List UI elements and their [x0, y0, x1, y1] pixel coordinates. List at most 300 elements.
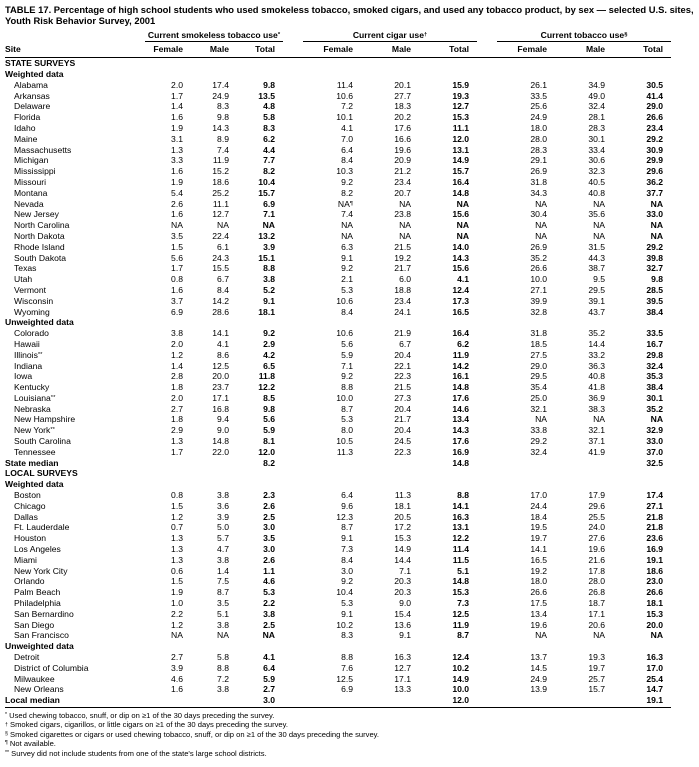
value-cell: 11.3 — [394, 490, 412, 501]
footnote-text: Smoked cigarettes or cigars or used chewing tobacco, snuff, or dip on ≥1 of the 30 days preceding the survey. — [10, 729, 380, 739]
value-cell: 9.1 — [341, 608, 354, 619]
value-cell: 23.4 — [394, 176, 412, 187]
gap-cell — [283, 695, 303, 706]
value-cell: 6.7 — [399, 338, 412, 349]
value-cell: 8.2 — [263, 457, 276, 468]
value-cell: 40.8 — [588, 187, 606, 198]
value-cell: 21.7 — [394, 263, 412, 274]
value-cell: 17.0 — [646, 662, 664, 673]
value-cell: 21.2 — [394, 166, 412, 177]
site-cell: Chicago — [14, 500, 46, 511]
value-cell: 16.9 — [452, 446, 470, 457]
gap-cell — [477, 630, 497, 641]
value-cell: 2.0 — [171, 338, 183, 349]
value-cell: 14.1 — [212, 328, 229, 339]
value-cell: 18.0 — [530, 122, 548, 133]
site-cell: Hawaii — [14, 338, 40, 349]
value-cell: 29.0 — [530, 360, 548, 371]
site-cell: Orlando — [14, 576, 45, 587]
value-cell: 36.3 — [588, 360, 606, 371]
value-cell: 19.2 — [394, 252, 412, 263]
value-cell: NA — [341, 230, 354, 241]
table-row — [5, 253, 671, 264]
value-cell: NA — [171, 630, 183, 641]
value-cell: 1.9 — [171, 176, 183, 187]
gap-cell — [477, 436, 497, 447]
value-cell: 8.3 — [341, 630, 354, 641]
value-cell: 32.4 — [530, 446, 548, 457]
value-cell — [555, 695, 613, 706]
site-cell: Massachusetts — [14, 144, 72, 155]
value-cell: 33.0 — [646, 209, 664, 220]
value-cell: NA — [399, 230, 412, 241]
value-cell: 9.8 — [217, 112, 229, 123]
value-cell: 5.9 — [263, 425, 276, 436]
value-cell: 1.3 — [171, 144, 183, 155]
gap-cell — [477, 425, 497, 436]
value-cell: 8.4 — [341, 155, 354, 166]
subsection-row — [5, 317, 671, 328]
gap-cell — [477, 253, 497, 264]
value-cell: 17.6 — [394, 122, 412, 133]
value-cell: 39.9 — [530, 295, 548, 306]
value-cell: 24.5 — [394, 436, 412, 447]
value-cell: 25.6 — [530, 101, 548, 112]
table-row — [5, 231, 671, 242]
value-cell: 5.7 — [217, 533, 229, 544]
gap-cell — [477, 296, 497, 307]
value-cell: 17.0 — [530, 490, 548, 501]
value-cell: 14.3 — [452, 252, 470, 263]
value-cell: NA — [217, 630, 229, 641]
value-cell: 13.1 — [452, 144, 470, 155]
value-cell: 33.4 — [588, 144, 606, 155]
site-cell: Dallas — [14, 511, 38, 522]
value-cell: 27.6 — [588, 533, 606, 544]
value-cell: 1.3 — [171, 554, 183, 565]
value-cell: 19.7 — [530, 533, 548, 544]
value-cell: 6.9 — [263, 198, 276, 209]
value-cell: 15.6 — [452, 263, 470, 274]
value-cell: 3.7 — [171, 295, 183, 306]
value-cell: 27.5 — [530, 349, 548, 360]
site-cell: Louisiana** — [14, 392, 56, 403]
gap-cell — [283, 566, 303, 577]
value-cell: 25.4 — [646, 673, 664, 684]
gap-cell — [477, 393, 497, 404]
value-cell: NA — [456, 230, 470, 241]
value-cell: 14.5 — [530, 662, 548, 673]
gap-cell — [283, 393, 303, 404]
footnote — [5, 711, 695, 720]
table-row — [5, 274, 671, 285]
value-cell: 16.6 — [394, 133, 412, 144]
table-row — [5, 674, 671, 685]
value-cell: 5.9 — [263, 673, 276, 684]
value-cell: 28.0 — [588, 576, 606, 587]
gap-cell — [477, 263, 497, 274]
value-cell: 49.0 — [588, 90, 606, 101]
footnote-text: Smoked cigars, cigarillos, or little cigars on ≥1 of the 30 days preceding the survey. — [10, 720, 288, 730]
value-cell: 27.1 — [646, 500, 664, 511]
value-cell: 22.0 — [212, 446, 229, 457]
value-cell: 35.2 — [530, 252, 548, 263]
value-cell: 17.9 — [588, 490, 606, 501]
value-cell: 30.9 — [646, 144, 664, 155]
value-cell: 15.5 — [212, 263, 229, 274]
gap-cell — [477, 652, 497, 663]
value-cell: 18.6 — [212, 176, 229, 187]
value-cell: 3.1 — [171, 133, 183, 144]
value-cell: 35.4 — [530, 382, 548, 393]
gap-cell — [283, 522, 303, 533]
gap-cell — [477, 188, 497, 199]
value-cell — [145, 458, 191, 469]
gap-cell — [283, 307, 303, 318]
table-row — [5, 630, 671, 641]
gap-cell — [283, 134, 303, 145]
table-row — [5, 112, 671, 123]
site-cell: Wisconsin — [14, 295, 54, 306]
value-cell: 14.1 — [452, 500, 470, 511]
value-cell: 8.8 — [341, 382, 354, 393]
gap-cell — [477, 587, 497, 598]
gap-cell — [477, 609, 497, 620]
value-cell: 21.9 — [394, 328, 412, 339]
gap-cell — [477, 231, 497, 242]
site-cell: San Francisco — [14, 630, 69, 641]
gap-cell — [477, 285, 497, 296]
gap-cell — [283, 609, 303, 620]
gap-cell — [283, 404, 303, 415]
gap-cell — [283, 490, 303, 501]
value-cell — [361, 458, 419, 469]
value-cell: 16.3 — [394, 652, 412, 663]
value-cell: 25.0 — [530, 392, 548, 403]
value-cell: 30.6 — [588, 155, 606, 166]
value-cell: 23.4 — [394, 295, 412, 306]
value-cell: 15.3 — [646, 608, 664, 619]
gap-cell — [477, 404, 497, 415]
value-cell: 12.5 — [336, 673, 354, 684]
column-header-male: Male — [191, 42, 237, 58]
value-cell: 18.1 — [394, 500, 412, 511]
value-cell: 26.6 — [530, 587, 548, 598]
value-cell: 12.5 — [212, 360, 229, 371]
value-cell: 6.5 — [263, 360, 276, 371]
value-cell: 12.7 — [452, 101, 470, 112]
value-cell: 32.3 — [588, 166, 606, 177]
value-cell: 38.7 — [588, 263, 606, 274]
gap-cell — [477, 145, 497, 156]
value-cell: 9.0 — [399, 598, 412, 609]
value-cell: 17.2 — [394, 522, 412, 533]
footnote-text: Survey did not include students from one of the state's large school districts. — [11, 748, 267, 758]
value-cell: 9.1 — [341, 252, 354, 263]
value-cell: 14.6 — [452, 403, 470, 414]
site-cell: Arkansas — [14, 90, 50, 101]
value-cell: 3.3 — [171, 155, 183, 166]
subsection-row — [5, 479, 671, 490]
value-cell: 8.3 — [217, 101, 229, 112]
column-header-total: Total — [419, 42, 477, 58]
value-cell: 8.2 — [341, 187, 354, 198]
value-cell: 13.4 — [452, 414, 470, 425]
value-cell: 14.3 — [452, 425, 470, 436]
value-cell: 14.0 — [452, 241, 470, 252]
table-row — [5, 350, 671, 361]
value-cell: 14.8 — [452, 576, 470, 587]
value-cell: 12.2 — [452, 533, 470, 544]
value-cell: 1.6 — [171, 684, 183, 695]
value-cell: 2.6 — [263, 554, 276, 565]
value-cell: 10.0 — [452, 684, 470, 695]
value-cell: 9.4 — [217, 414, 229, 425]
gap-cell — [283, 263, 303, 274]
column-header-male: Male — [555, 42, 613, 58]
value-cell: 8.4 — [341, 306, 354, 317]
table-row — [5, 123, 671, 134]
gap-cell — [283, 242, 303, 253]
value-cell: 0.7 — [171, 522, 183, 533]
value-cell: 4.8 — [263, 101, 276, 112]
footnote-text: Used chewing tobacco, snuff, or dip on ≥1 of the 30 days preceding the survey. — [9, 711, 275, 720]
value-cell: 34.3 — [530, 187, 548, 198]
site-cell: Tennessee — [14, 446, 56, 457]
value-cell: 4.1 — [457, 274, 470, 285]
value-cell: 33.2 — [588, 349, 606, 360]
value-cell: 4.1 — [341, 122, 354, 133]
subsection-row — [5, 641, 671, 652]
site-cell: Boston — [14, 490, 41, 501]
value-cell: 3.8 — [263, 608, 276, 619]
value-cell: 10.6 — [336, 328, 354, 339]
value-cell: 10.6 — [336, 295, 354, 306]
footnote-marker: ¶ — [349, 200, 354, 207]
gap-cell — [283, 231, 303, 242]
value-cell: 1.3 — [171, 533, 183, 544]
footnote-text: Not available. — [9, 739, 56, 749]
gap-cell — [283, 155, 303, 166]
footnote-marker: ** — [50, 427, 55, 434]
value-cell: 7.4 — [341, 209, 354, 220]
value-cell: 26.9 — [530, 166, 548, 177]
value-cell: 39.8 — [646, 252, 664, 263]
value-cell: 2.7 — [263, 684, 276, 695]
value-cell: 2.6 — [263, 500, 276, 511]
gap-cell — [477, 533, 497, 544]
table-row — [5, 177, 671, 188]
gap-cell — [283, 630, 303, 641]
value-cell: 3.8 — [217, 684, 229, 695]
site-cell: North Carolina — [14, 220, 70, 231]
value-cell: 29.5 — [588, 284, 606, 295]
value-cell: 9.1 — [263, 295, 276, 306]
value-cell: 9.2 — [341, 176, 354, 187]
value-cell: 10.4 — [258, 176, 276, 187]
value-cell: 12.4 — [452, 652, 470, 663]
value-cell: 20.5 — [394, 511, 412, 522]
value-cell: 8.5 — [263, 392, 276, 403]
value-cell: 17.4 — [212, 79, 229, 90]
value-cell: 29.1 — [530, 155, 548, 166]
table-row — [5, 447, 671, 458]
value-cell: 5.8 — [263, 112, 276, 123]
value-cell: NA — [171, 220, 183, 231]
value-cell: 32.7 — [646, 263, 664, 274]
value-cell: 6.1 — [217, 241, 229, 252]
gap-cell — [283, 587, 303, 598]
value-cell: 7.2 — [217, 673, 229, 684]
gap-cell — [477, 242, 497, 253]
value-cell: 1.5 — [171, 500, 183, 511]
value-cell: 13.9 — [530, 684, 548, 695]
value-cell: 2.2 — [263, 598, 276, 609]
value-cell: 8.8 — [217, 662, 229, 673]
table-row — [5, 425, 671, 436]
table-row — [5, 382, 671, 393]
value-cell: 4.6 — [171, 673, 183, 684]
value-cell: 19.1 — [646, 695, 664, 706]
value-cell: 16.7 — [646, 338, 664, 349]
value-cell: 14.2 — [212, 295, 229, 306]
value-cell: 31.8 — [530, 328, 548, 339]
value-cell: NA — [593, 630, 606, 641]
value-cell: 23.8 — [394, 209, 412, 220]
value-cell: 6.3 — [341, 241, 354, 252]
value-cell — [361, 695, 419, 706]
gap-cell — [477, 620, 497, 631]
value-cell: 27.1 — [530, 284, 548, 295]
table-row — [5, 620, 671, 631]
value-cell: 6.9 — [341, 684, 354, 695]
site-column-blank — [5, 30, 145, 42]
table-row — [5, 285, 671, 296]
gap-cell — [283, 339, 303, 350]
value-cell: 5.8 — [217, 652, 229, 663]
value-cell: 6.9 — [171, 306, 183, 317]
value-cell: 15.9 — [452, 79, 470, 90]
site-cell: State median — [5, 457, 59, 468]
value-cell: 11.1 — [452, 122, 470, 133]
data-table — [5, 30, 671, 706]
value-cell: 9.8 — [651, 274, 664, 285]
value-cell: 19.6 — [394, 144, 412, 155]
value-cell: 15.3 — [394, 533, 412, 544]
value-cell: 30.5 — [646, 79, 664, 90]
value-cell: 1.6 — [171, 112, 183, 123]
value-cell: 33.5 — [646, 328, 664, 339]
value-cell: 14.8 — [452, 382, 470, 393]
value-cell: 16.4 — [452, 176, 470, 187]
gap-cell — [283, 425, 303, 436]
gap-cell — [477, 576, 497, 587]
site-cell: San Bernardino — [14, 608, 74, 619]
value-cell: 10.1 — [336, 112, 354, 123]
gap-cell — [283, 188, 303, 199]
value-cell: NA — [217, 220, 229, 231]
value-cell: 26.6 — [646, 587, 664, 598]
value-cell: 6.4 — [341, 490, 354, 501]
group-gap — [283, 30, 303, 42]
value-cell: NA — [535, 220, 548, 231]
value-cell: 0.6 — [171, 565, 183, 576]
value-cell: 1.8 — [171, 414, 183, 425]
value-cell: 18.6 — [646, 565, 664, 576]
table-row — [5, 436, 671, 447]
value-cell: 38.4 — [646, 382, 664, 393]
site-cell: North Dakota — [14, 230, 65, 241]
value-cell: 11.4 — [336, 79, 354, 90]
gap-cell — [477, 155, 497, 166]
site-cell: South Dakota — [14, 252, 67, 263]
value-cell: 9.2 — [341, 576, 354, 587]
table-row — [5, 576, 671, 587]
site-cell: Illinois** — [14, 349, 43, 360]
value-cell: 1.4 — [171, 360, 183, 371]
value-cell: 1.4 — [217, 565, 229, 576]
gap-cell — [283, 123, 303, 134]
value-cell: 12.5 — [452, 608, 470, 619]
footnote-marker: * — [5, 712, 8, 719]
value-cell: 2.6 — [171, 198, 183, 209]
value-cell: 23.4 — [646, 122, 664, 133]
value-cell: NA — [593, 230, 606, 241]
value-cell: 8.1 — [263, 436, 276, 447]
gap-cell — [477, 177, 497, 188]
column-header-total: Total — [613, 42, 671, 58]
value-cell: 10.2 — [452, 662, 470, 673]
value-cell: 5.9 — [341, 349, 354, 360]
site-cell: Missouri — [14, 176, 46, 187]
value-cell: 1.6 — [171, 166, 183, 177]
group-gap — [283, 42, 303, 58]
gap-cell — [283, 620, 303, 631]
value-cell: NA — [650, 220, 664, 231]
value-cell: 18.1 — [646, 598, 664, 609]
gap-cell — [283, 544, 303, 555]
value-cell: 6.2 — [263, 133, 276, 144]
value-cell: 12.0 — [452, 695, 470, 706]
value-cell: 2.2 — [171, 608, 183, 619]
section-label: STATE SURVEYS — [5, 58, 76, 69]
table-row — [5, 263, 671, 274]
gap-cell — [283, 253, 303, 264]
value-cell: 33.5 — [530, 90, 548, 101]
site-cell: Utah — [14, 274, 33, 285]
value-cell: 14.9 — [394, 544, 412, 555]
table-row — [5, 296, 671, 307]
value-cell: 39.1 — [588, 295, 606, 306]
value-cell: 35.2 — [646, 403, 664, 414]
value-cell: 38.4 — [646, 306, 664, 317]
gap-cell — [283, 576, 303, 587]
value-cell: 16.4 — [452, 328, 470, 339]
site-cell: Los Angeles — [14, 544, 61, 555]
value-cell: 0.8 — [171, 274, 183, 285]
footnote-marker: ** — [50, 394, 56, 401]
value-cell: 10.4 — [336, 587, 354, 598]
value-cell: 8.2 — [263, 166, 276, 177]
table-row — [5, 501, 671, 512]
gap-cell — [477, 166, 497, 177]
table-row — [5, 663, 671, 674]
value-cell: 8.4 — [217, 284, 229, 295]
value-cell: 29.2 — [646, 241, 664, 252]
value-cell: 15.7 — [258, 187, 276, 198]
value-cell: 20.0 — [212, 371, 229, 382]
gap-cell — [283, 652, 303, 663]
